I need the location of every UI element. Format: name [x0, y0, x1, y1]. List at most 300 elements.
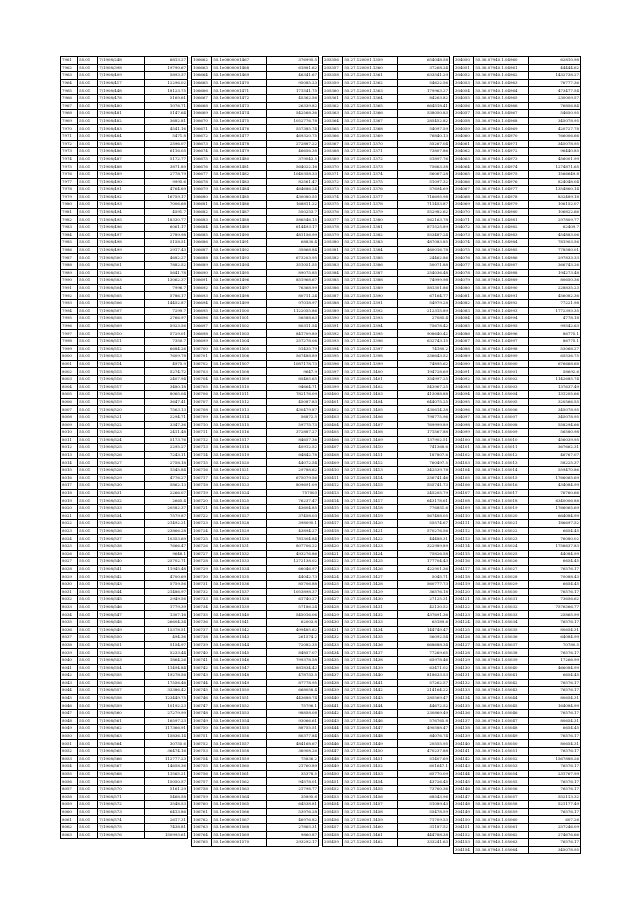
row-code-cell: 55.27.120001.1441: [343, 679, 398, 687]
row-date-cell: 55.01: [78, 558, 98, 566]
table-row: [323, 87, 450, 95]
table-row: [323, 94, 450, 102]
row-amount-cell: 434084.99: [529, 482, 581, 490]
row-id-cell: 106720: [192, 497, 212, 505]
row-amount-cell: 5173.76: [144, 436, 187, 444]
table-row: [323, 132, 450, 140]
ledger-table-2: [191, 56, 319, 847]
row-code-cell: 55.1e0800001558: [212, 748, 267, 756]
row-amount-cell: 494.36: [144, 634, 187, 642]
row-code-cell: 55.36.07940.1.05035: [474, 626, 529, 634]
row-id-cell: 8033: [61, 603, 78, 611]
row-amount-cell: 43894.27: [267, 527, 319, 535]
row-id-cell: 205420: [323, 543, 343, 551]
row-id-cell: 7967: [61, 102, 78, 110]
row-amount-cell: 1274871.65: [529, 163, 581, 171]
row-amount-cell: 27085.4: [398, 315, 450, 323]
row-date-cell: 55.01: [78, 436, 98, 444]
row-date-cell: 55.01: [78, 64, 98, 72]
table-row: [61, 292, 188, 300]
row-id-cell: 304100: [454, 436, 474, 444]
table-row: [454, 467, 581, 475]
row-code-cell: 7/1908/523: [98, 429, 144, 437]
row-id-cell: 106682: [192, 208, 212, 216]
row-id-cell: 205356: [323, 57, 343, 65]
table-row: [454, 634, 581, 642]
row-date-cell: 55.01: [78, 543, 98, 551]
row-amount-cell: 456039.95: [529, 436, 581, 444]
row-id-cell: 7999: [61, 345, 78, 353]
row-amount-cell: 376995.5: [267, 57, 319, 65]
row-amount-cell: 8065.04: [144, 391, 187, 399]
table-row: [61, 57, 188, 65]
table-row: [323, 687, 450, 695]
row-id-cell: 7962: [61, 64, 78, 72]
row-id-cell: 304055: [454, 94, 474, 102]
row-amount-cell: 473477.54: [529, 87, 581, 95]
row-code-cell: 55.27.120001.1419: [343, 512, 398, 520]
row-amount-cell: 230009.57: [529, 94, 581, 102]
row-code-cell: 55.36.07940.1.04982: [474, 224, 529, 232]
table-row: [61, 64, 188, 72]
row-amount-cell: 257246.09: [529, 823, 581, 831]
row-amount-cell: 44488.31: [398, 535, 450, 543]
row-id-cell: 106694: [192, 300, 212, 308]
row-id-cell: 205450: [323, 770, 343, 778]
table-row: [454, 201, 581, 209]
row-amount-cell: 186697.52: [529, 520, 581, 528]
row-code-cell: 55.27.120001.1391: [343, 300, 398, 308]
row-id-cell: 304082: [454, 300, 474, 308]
row-code-cell: 55.36.07940.1.05014: [474, 467, 529, 475]
table-row: [454, 740, 581, 748]
row-code-cell: 55.27.120001.1448: [343, 732, 398, 740]
row-id-cell: 304057: [454, 110, 474, 118]
table-row: [323, 353, 450, 361]
row-amount-cell: 168811.22: [267, 201, 319, 209]
table-row: [454, 110, 581, 118]
row-code-cell: 55.27.120001.1422: [343, 535, 398, 543]
row-code-cell: 55.1e0800001484: [212, 186, 267, 194]
row-code-cell: 7/1908/547: [98, 611, 144, 619]
row-id-cell: 304078: [454, 269, 474, 277]
row-code-cell: 55.36.07940.1.05018: [474, 497, 529, 505]
row-date-cell: 55.01: [78, 710, 98, 718]
row-date-cell: 55.01: [78, 816, 98, 824]
table-row: [61, 170, 188, 178]
row-code-cell: 7/1908/564: [98, 740, 144, 748]
row-amount-cell: 117366.91: [144, 725, 187, 733]
row-code-cell: 55.36.07940.1.04987: [474, 262, 529, 270]
row-id-cell: 8047: [61, 710, 78, 718]
row-id-cell: 304089: [454, 353, 474, 361]
row-id-cell: 304092: [454, 375, 474, 383]
row-amount-cell: 2411.48: [144, 429, 187, 437]
row-code-cell: 55.27.120001.1405: [343, 406, 398, 414]
row-id-cell: 304146: [454, 786, 474, 794]
table-row: [61, 72, 188, 80]
row-id-cell: 205384: [323, 269, 343, 277]
row-amount-cell: 30755.6: [144, 740, 187, 748]
table-row: [454, 353, 581, 361]
row-code-cell: 55.36.07940.1.05038: [474, 649, 529, 657]
table-row: [192, 429, 319, 437]
row-amount-cell: 601647.1: [398, 763, 450, 771]
row-id-cell: 205412: [323, 482, 343, 490]
table-row: [454, 375, 581, 383]
row-code-cell: 7/1908/571: [98, 793, 144, 801]
row-date-cell: 55.01: [78, 163, 98, 171]
table-row: [323, 140, 450, 148]
table-row: [454, 497, 581, 505]
row-date-cell: 55.01: [78, 170, 98, 178]
row-id-cell: 205435: [323, 656, 343, 664]
table-row: [61, 786, 188, 794]
row-id-cell: 205416: [323, 512, 343, 520]
row-date-cell: 55.01: [78, 140, 98, 148]
row-amount-cell: 56872.5: [267, 413, 319, 421]
table-row: [61, 315, 188, 323]
row-id-cell: 304135: [454, 702, 474, 710]
row-amount-cell: 55574.67: [398, 520, 450, 528]
row-id-cell: 304065: [454, 170, 474, 178]
row-code-cell: 55.1e0800001537: [212, 588, 267, 596]
row-date-cell: 55.01: [78, 322, 98, 330]
row-amount-cell: 1756637.83: [529, 543, 581, 551]
row-date-cell: 55.01: [78, 505, 98, 513]
table-row: [61, 717, 188, 725]
row-code-cell: 55.1e0800001532: [212, 550, 267, 558]
row-id-cell: 7986: [61, 246, 78, 254]
table-row: [323, 292, 450, 300]
row-id-cell: 7978: [61, 186, 78, 194]
row-amount-cell: 44444.62: [529, 64, 581, 72]
row-code-cell: 7/1908/524: [98, 436, 144, 444]
table-row: [323, 72, 450, 80]
row-id-cell: 304107: [454, 489, 474, 497]
row-id-cell: 8034: [61, 611, 78, 619]
table-row: [323, 816, 450, 824]
row-id-cell: 205448: [323, 755, 343, 763]
row-id-cell: 8005: [61, 391, 78, 399]
row-code-cell: 7/1908/560: [98, 710, 144, 718]
row-amount-cell: 422901.36: [398, 565, 450, 573]
row-amount-cell: 908640.42: [398, 330, 450, 338]
table-row: [323, 580, 450, 588]
row-code-cell: 55.1e0800001547: [212, 664, 267, 672]
row-id-cell: 304143: [454, 763, 474, 771]
row-amount-cell: 14658.36: [144, 763, 187, 771]
row-code-cell: 55.36.07940.1.05021: [474, 520, 529, 528]
row-code-cell: 55.36.07940.1.04970: [474, 132, 529, 140]
row-id-cell: 304073: [454, 231, 474, 239]
row-amount-cell: 559470.86: [529, 467, 581, 475]
table-row: [192, 725, 319, 733]
row-amount-cell: 15378.51: [144, 626, 187, 634]
row-id-cell: 7972: [61, 140, 78, 148]
row-id-cell: 106736: [192, 618, 212, 626]
row-code-cell: 55.1e0800001496: [212, 277, 267, 285]
row-amount-cell: 550253.7: [267, 208, 319, 216]
row-id-cell: 205403: [323, 413, 343, 421]
table-row: [192, 375, 319, 383]
row-code-cell: 55.1e0800001508: [212, 368, 267, 376]
table-row: [192, 527, 319, 535]
row-code-cell: 55.1e0800001499: [212, 300, 267, 308]
row-code-cell: 55.36.07940.1.05043: [474, 687, 529, 695]
row-id-cell: 8004: [61, 383, 78, 391]
row-amount-cell: 7609.78: [144, 353, 187, 361]
row-amount-cell: 1307.16: [144, 611, 187, 619]
row-code-cell: 55.1e0800001561: [212, 770, 267, 778]
row-code-cell: 7/1908/507: [98, 307, 144, 315]
table-row: [323, 208, 450, 216]
row-amount-cell: 43726.45: [398, 778, 450, 786]
row-amount-cell: 285569.47: [398, 694, 450, 702]
row-amount-cell: 73656.62: [529, 596, 581, 604]
row-amount-cell: 228835.23: [529, 284, 581, 292]
table-row: [323, 360, 450, 368]
row-amount-cell: 35378.5: [267, 770, 319, 778]
table-row: [454, 360, 581, 368]
row-code-cell: 55.1e0800001567: [212, 816, 267, 824]
row-id-cell: 304103: [454, 459, 474, 467]
row-amount-cell: 11494.84: [144, 664, 187, 672]
table-row: [323, 497, 450, 505]
table-row: [323, 626, 450, 634]
row-code-cell: 55.1e0800001503: [212, 330, 267, 338]
row-amount-cell: 6684.26: [144, 345, 187, 353]
table-row: [454, 79, 581, 87]
row-amount-cell: 99542.63: [529, 322, 581, 330]
row-code-cell: 55.36.07940.1.04960: [474, 57, 529, 65]
table-row: [61, 300, 188, 308]
row-id-cell: 7992: [61, 292, 78, 300]
row-amount-cell: 552982.62: [398, 208, 450, 216]
row-code-cell: 7/1908/516: [98, 375, 144, 383]
table-row: [192, 110, 319, 118]
table-row: [61, 596, 188, 604]
table-row: [454, 368, 581, 376]
row-amount-cell: 7579.87: [144, 512, 187, 520]
row-id-cell: 304105: [454, 474, 474, 482]
row-code-cell: 55.36.07940.1.05057: [474, 793, 529, 801]
row-id-cell: 205438: [323, 679, 343, 687]
table-row: [192, 94, 319, 102]
row-code-cell: 55.36.07940.1.04981: [474, 216, 529, 224]
row-code-cell: 55.27.120001.1458: [343, 808, 398, 816]
row-id-cell: 106746: [192, 694, 212, 702]
row-id-cell: 205409: [323, 459, 343, 467]
row-amount-cell: 487083.85: [398, 239, 450, 247]
row-amount-cell: 285452.82: [398, 117, 450, 125]
row-id-cell: 8029: [61, 573, 78, 581]
row-id-cell: 106678: [192, 178, 212, 186]
row-amount-cell: 46767.07: [529, 451, 581, 459]
row-amount-cell: 44084.99: [529, 550, 581, 558]
row-amount-cell: 632743.15: [398, 337, 450, 345]
row-id-cell: 8035: [61, 618, 78, 626]
row-id-cell: 106738: [192, 634, 212, 642]
row-amount-cell: 443688.74: [267, 694, 319, 702]
row-code-cell: 7/1908/563: [98, 732, 144, 740]
table-row: [61, 383, 188, 391]
row-id-cell: 205405: [323, 429, 343, 437]
row-id-cell: 205396: [323, 360, 343, 368]
row-code-cell: 7/1908/417: [98, 79, 144, 87]
row-amount-cell: 297809.77: [529, 216, 581, 224]
row-id-cell: 8060: [61, 808, 78, 816]
row-amount-cell: 2949.56: [144, 596, 187, 604]
row-code-cell: 55.1e0800001570: [212, 839, 267, 847]
row-id-cell: 7977: [61, 178, 78, 186]
row-amount-cell: 1122055.86: [267, 307, 319, 315]
row-amount-cell: 1566649.8: [529, 170, 581, 178]
row-id-cell: 304130: [454, 664, 474, 672]
row-amount-cell: 481156.99: [267, 231, 319, 239]
table-row: [192, 360, 319, 368]
table-row: [61, 755, 188, 763]
table-row: [61, 634, 188, 642]
row-amount-cell: 1567888.26: [529, 755, 581, 763]
row-code-cell: 55.36.07940.1.05006: [474, 406, 529, 414]
row-id-cell: 304136: [454, 710, 474, 718]
row-id-cell: 304115: [454, 550, 474, 558]
row-code-cell: 7/1908/536: [98, 527, 144, 535]
row-code-cell: 7/1908/478: [98, 94, 144, 102]
row-code-cell: 55.1e0800001513: [212, 406, 267, 414]
row-code-cell: 7/1908/542: [98, 573, 144, 581]
row-id-cell: 8026: [61, 550, 78, 558]
row-amount-cell: 106152.07: [529, 201, 581, 209]
table-row: [454, 717, 581, 725]
row-date-cell: 55.01: [78, 588, 98, 596]
table-row: [323, 239, 450, 247]
row-amount-cell: 538050.83: [398, 110, 450, 118]
row-amount-cell: 5893.37: [144, 72, 187, 80]
row-id-cell: 304111: [454, 520, 474, 528]
row-amount-cell: 212315.89: [398, 307, 450, 315]
table-row: [192, 72, 319, 80]
row-id-cell: 7985: [61, 239, 78, 247]
table-row: [454, 87, 581, 95]
row-code-cell: 55.1e0800001529: [212, 527, 267, 535]
row-amount-cell: 7576566.77: [529, 603, 581, 611]
ledger-column-3: [322, 56, 450, 847]
row-id-cell: 106750: [192, 725, 212, 733]
table-row: [192, 497, 319, 505]
row-amount-cell: 76576.17: [529, 649, 581, 657]
row-code-cell: 55.27.120001.1359: [343, 57, 398, 65]
row-code-cell: 7/1908/518: [98, 391, 144, 399]
table-row: [323, 725, 450, 733]
table-row: [323, 786, 450, 794]
table-row: [454, 732, 581, 740]
row-id-cell: 8003: [61, 375, 78, 383]
row-id-cell: 304138: [454, 725, 474, 733]
row-amount-cell: 557385.74: [267, 125, 319, 133]
row-code-cell: 7/1908/552: [98, 649, 144, 657]
row-id-cell: 8009: [61, 421, 78, 429]
row-id-cell: 304077: [454, 262, 474, 270]
row-code-cell: 7/1908/487: [98, 155, 144, 163]
row-amount-cell: 2294.71: [144, 413, 187, 421]
table-row: [323, 345, 450, 353]
row-amount-cell: 444788.38: [398, 831, 450, 839]
table-row: [192, 672, 319, 680]
row-date-cell: 55.01: [78, 254, 98, 262]
row-code-cell: 55.27.120001.1388: [343, 277, 398, 285]
table-row: [323, 186, 450, 194]
row-id-cell: 304096: [454, 406, 474, 414]
row-code-cell: 55.1e0800001560: [212, 763, 267, 771]
table-row: [61, 565, 188, 573]
row-code-cell: 7/1908/576: [98, 831, 144, 839]
row-amount-cell: 68830.4: [267, 239, 319, 247]
row-code-cell: 55.36.07940.1.05058: [474, 801, 529, 809]
row-amount-cell: 614493.17: [267, 224, 319, 232]
row-id-cell: 304069: [454, 201, 474, 209]
row-code-cell: 55.1e0800001501: [212, 315, 267, 323]
row-id-cell: 106716: [192, 467, 212, 475]
table-row: [192, 330, 319, 338]
table-row: [61, 710, 188, 718]
row-code-cell: 55.27.120001.1452: [343, 763, 398, 771]
row-date-cell: 55.01: [78, 831, 98, 839]
row-date-cell: 55.01: [78, 132, 98, 140]
row-id-cell: 8058: [61, 793, 78, 801]
row-id-cell: 106666: [192, 87, 212, 95]
row-date-cell: 55.01: [78, 497, 98, 505]
row-amount-cell: 654048.58: [398, 57, 450, 65]
row-code-cell: 55.27.120001.1383: [343, 239, 398, 247]
row-id-cell: 205364: [323, 117, 343, 125]
table-row: [61, 573, 188, 581]
row-id-cell: 8063: [61, 831, 78, 839]
row-code-cell: 55.27.120001.1412: [343, 459, 398, 467]
row-id-cell: 106695: [192, 307, 212, 315]
row-date-cell: 55.01: [78, 679, 98, 687]
row-id-cell: 106727: [192, 550, 212, 558]
row-amount-cell: 194273.48: [529, 269, 581, 277]
row-code-cell: 55.1e0800001541: [212, 618, 267, 626]
row-code-cell: 7/1908/559: [98, 702, 144, 710]
row-code-cell: 7/1908/555: [98, 672, 144, 680]
row-id-cell: 304061: [454, 140, 474, 148]
row-id-cell: 205422: [323, 558, 343, 566]
row-code-cell: 55.36.07940.1.05037: [474, 641, 529, 649]
row-id-cell: 205377: [323, 216, 343, 224]
row-code-cell: 55.27.120001.1375: [343, 178, 398, 186]
row-id-cell: 106735: [192, 611, 212, 619]
row-id-cell: 106749: [192, 717, 212, 725]
row-code-cell: 55.1e0800001524: [212, 489, 267, 497]
table-row: [454, 239, 581, 247]
row-id-cell: 8039: [61, 649, 78, 657]
row-date-cell: 55.01: [78, 193, 98, 201]
row-amount-cell: 80654.31: [529, 626, 581, 634]
row-date-cell: 55.01: [78, 87, 98, 95]
row-date-cell: 55.01: [78, 725, 98, 733]
row-code-cell: 55.27.120001.1430: [343, 596, 398, 604]
row-amount-cell: 179963.27: [398, 87, 450, 95]
row-amount-cell: 564022.16: [267, 163, 319, 171]
row-amount-cell: 398095.1: [267, 520, 319, 528]
row-id-cell: 7963: [61, 72, 78, 80]
row-date-cell: 55.01: [78, 512, 98, 520]
row-id-cell: 106734: [192, 603, 212, 611]
row-amount-cell: 80377.84: [267, 732, 319, 740]
